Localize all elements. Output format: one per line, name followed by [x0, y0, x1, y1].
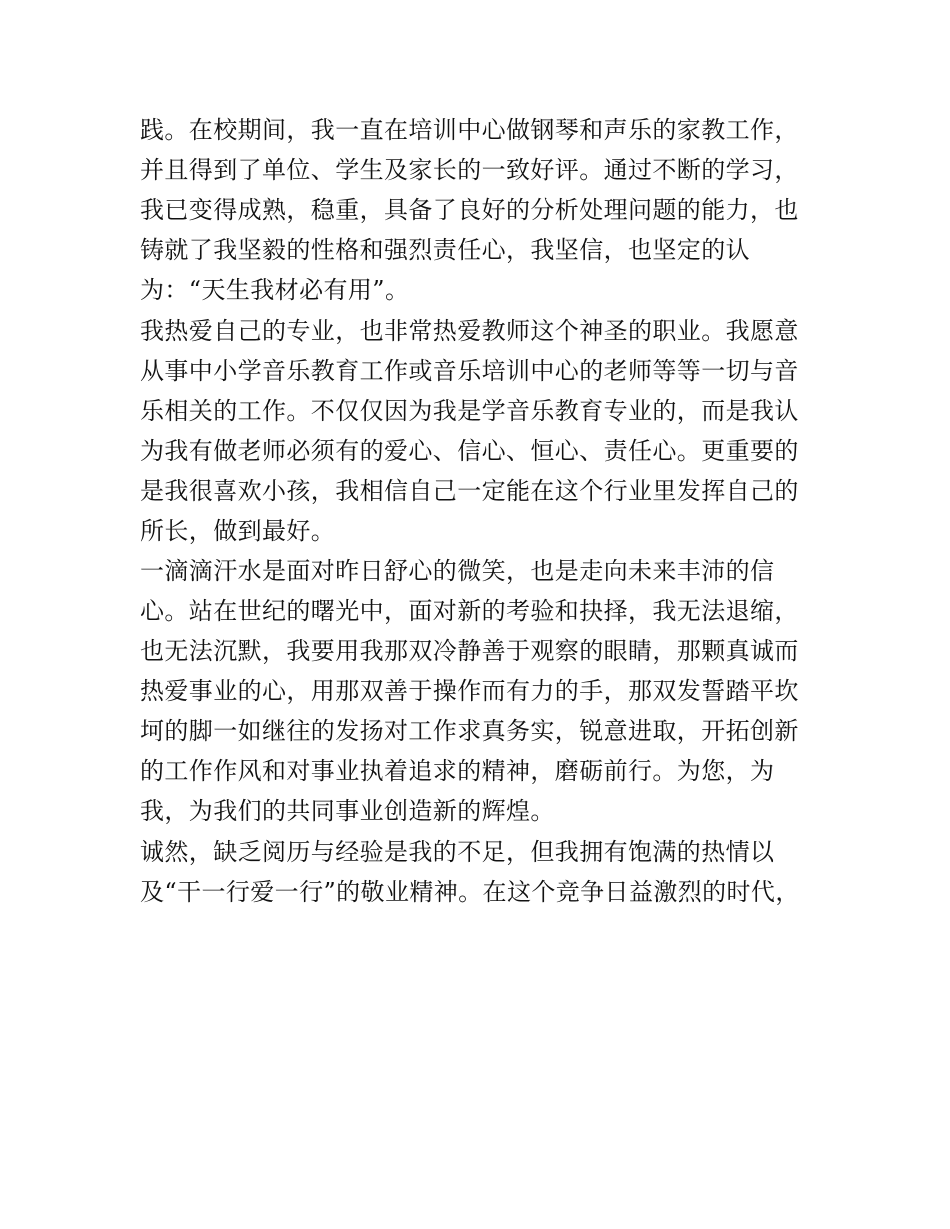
text-line: 我热爱自己的专业，也非常热爱教师这个神圣的职业。我愿意	[140, 316, 799, 345]
text-line: 为我有做老师必须有的爱心、信心、恒心、责任心。更重要的	[140, 436, 799, 465]
paragraph-4	[140, 832, 820, 912]
text-line: 从事中小学音乐教育工作或音乐培训中心的老师等等一切与音	[140, 356, 799, 385]
text-line: 践。在校期间，我一直在培训中心做钢琴和声乐的家教工作，	[140, 116, 799, 144]
text-line: 并且得到了单位、学生及家长的一致好评。通过不断的学习，	[140, 156, 799, 184]
paragraph-1	[140, 110, 820, 310]
text-line: 是我很喜欢小孩，我相信自己一定能在这个行业里发挥自己的	[140, 476, 799, 505]
text-line: 铸就了我坚毅的性格和强烈责任心，我坚信，也坚定的认	[140, 236, 750, 264]
text-line: 坷的脚一如继往的发扬对工作求真务实，锐意进取，开拓创新	[140, 717, 799, 745]
text-line: 我，为我们的共同事业创造新的辉煌。	[140, 797, 555, 825]
text-line: 的工作作风和对事业执着追求的精神，磨砺前行。为您，为	[140, 757, 775, 785]
document-body	[140, 110, 820, 912]
text-line: 诚然，缺乏阅历与经验是我的不足，但我拥有饱满的热情以	[140, 837, 775, 866]
text-line: 一滴滴汗水是面对昨日舒心的微笑，也是走向未来丰沛的信	[140, 557, 775, 585]
text-line: 乐相关的工作。不仅仅因为我是学音乐教育专业的，而是我认	[140, 396, 799, 425]
text-line: 为：“天生我材必有用”。	[140, 276, 410, 304]
text-line: 我已变得成熟，稳重，具备了良好的分析处理问题的能力，也	[140, 196, 799, 224]
text-line: 及“干一行爱一行”的敬业精神。在这个竞争日益激烈的时代，	[140, 877, 800, 906]
text-line: 热爱事业的心，用那双善于操作而有力的手，那双发誓踏平坎	[140, 677, 799, 705]
paragraph-2	[140, 311, 820, 551]
text-line: 心。站在世纪的曙光中，面对新的考验和抉择，我无法退缩，	[140, 597, 799, 625]
paragraph-3	[140, 551, 820, 831]
text-line: 也无法沉默，我要用我那双冷静善于观察的眼睛，那颗真诚而	[140, 637, 799, 665]
text-line: 所长，做到最好。	[140, 516, 336, 545]
